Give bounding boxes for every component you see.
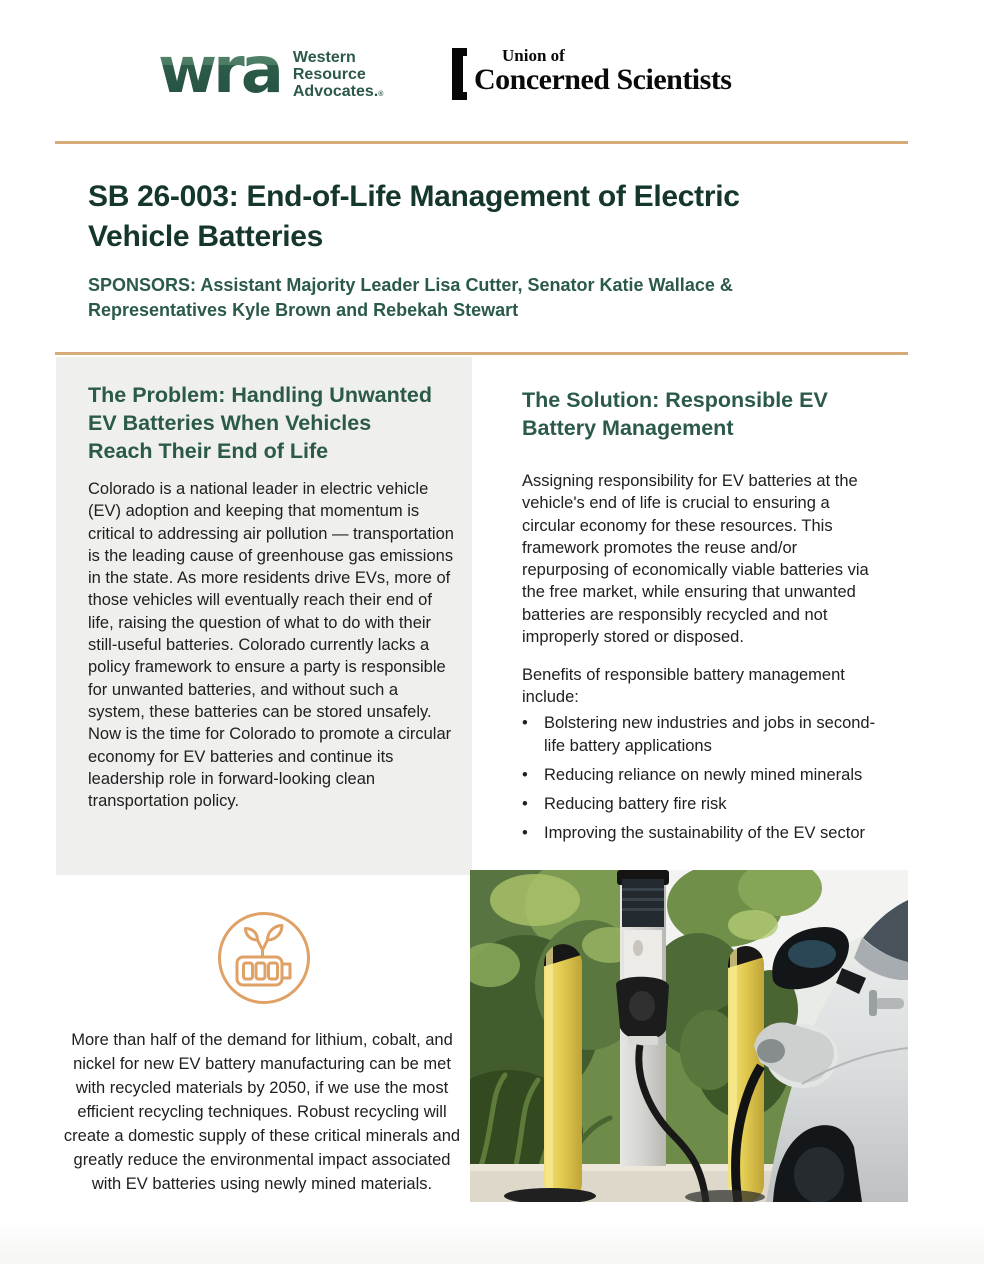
wra-logo-text [293, 49, 384, 103]
wra-line-3: Advocates.® [292, 83, 384, 100]
benefit-text: Improving the sustainability of the EV sector [544, 824, 865, 842]
benefit-text: Bolstering new industries and jobs in second-life battery applications [544, 714, 876, 755]
sponsors-line: SPONSORS: Assistant Majority Leader Lisa Cutter, Senator Katie Wallace & Representatives Kyle Brown and Rebekah Stewart [88, 275, 733, 320]
wra-wordmark: wra [158, 34, 280, 108]
bullet-icon: • [522, 795, 528, 813]
wra-line-1: Western [292, 49, 356, 66]
footer-band [0, 1222, 984, 1264]
battery-leaf-glyph [218, 912, 310, 1004]
divider-top [55, 141, 908, 144]
divider-middle [55, 352, 908, 355]
benefits-intro: Benefits of responsible battery management include: [522, 666, 845, 707]
ucs-logo [452, 47, 731, 100]
benefit-item [522, 712, 894, 758]
benefit-item [522, 822, 894, 845]
solution-heading: The Solution: Responsible EV Battery Management [522, 388, 828, 440]
bullet-icon: • [522, 824, 528, 842]
recycling-note: More than half of the demand for lithium, cobalt, and nickel for new EV battery manufacturing can be met with recycled materials by 2050, if we use the most efficient recycling techniques. Robust recycling will create a domestic supply of these critical minerals and greatly reduce the environmental impact associated with EV batteries using newly mined materials. [63, 1031, 461, 1193]
solution-body: Assigning responsibility for EV batteries at the vehicle's end of life is crucial to ensuring a circular economy for these resources. This framework promotes the reuse and/or repurposing of economically viable batteries via the free market, while ensuring that unwanted batteries are responsibly recycled and not improperly stored or disposed. [522, 472, 869, 647]
registered-mark: ® [378, 91, 384, 98]
ucs-line-bottom: Concerned Scientists [474, 63, 732, 96]
problem-heading: The Problem: Handling Unwanted EV Batteries When Vehicles Reach Their End of Life [88, 383, 433, 463]
benefit-item [522, 764, 894, 787]
benefit-text: Reducing battery fire risk [544, 795, 727, 813]
benefit-item [522, 793, 894, 816]
ucs-line-top: Union of [502, 46, 565, 65]
page-title: SB 26-003: End-of-Life Management of Electric Vehicle Batteries [88, 180, 740, 253]
bullet-icon: • [522, 714, 528, 732]
benefits-list [522, 712, 894, 851]
problem-body: Colorado is a national leader in electric vehicle (EV) adoption and keeping that momentum is critical to addressing air pollution — transportation is the leading cause of greenhouse gas emissions in the state. As more residents drive EVs, more of those vehicles will eventually reach their end of life, raising the question of what to do with their still-useful batteries. Colorado currently lacks a policy framework to ensure a party is responsible for unwanted batteries, and without such a system, these batteries can be stored unsafely. Now is the time for Colorado to promote a circular economy for EV batteries and continue its leadership role in forward-looking clean transportation policy. [88, 480, 454, 811]
wra-line-2: Resource [292, 66, 366, 83]
battery-leaf-icon [218, 912, 310, 1004]
ev-charging-photo-graphic [470, 870, 908, 1202]
ucs-logo-text [474, 47, 731, 100]
bracket-icon [452, 48, 467, 100]
bullet-icon: • [522, 766, 528, 784]
wra-logo [158, 34, 384, 108]
benefit-text: Reducing reliance on newly mined minerals [544, 766, 863, 784]
ev-charging-photo [470, 870, 908, 1202]
